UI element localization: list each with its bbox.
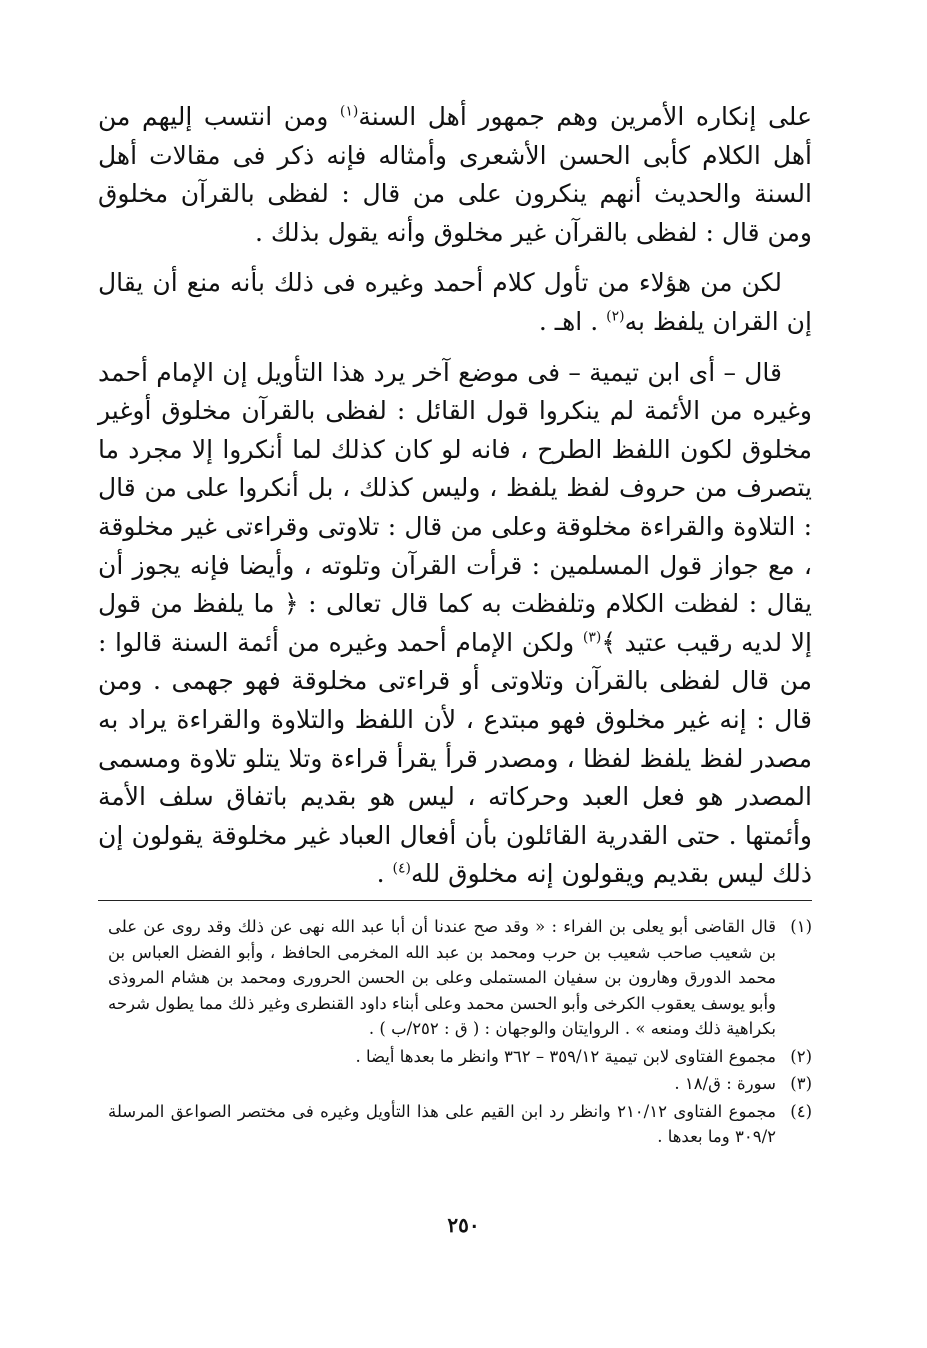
- paragraph-2: [98, 264, 812, 341]
- footnote-ref-3: (٣): [582, 629, 602, 646]
- footnote-number: (٣): [790, 1074, 812, 1093]
- main-text: [98, 98, 812, 894]
- footnote-number: (٢): [790, 1046, 812, 1066]
- footnote-ref-1: (١): [339, 103, 359, 120]
- paragraph-3-text-c: .: [376, 859, 393, 889]
- footnote-text: قال القاضى أبو يعلى بن الفراء : « وقد صح عندنا أن أبا عبد الله نهى عن ذلك وقد روى عن على بن شعيب صاحب شعيب بن حرب ومحمد بن عبد الله المخرمى الحافظ ، وأبو الفضل العباس بن محمد الدورق وهارون بن سفيان المستملى وعلى بن الحسن الحرورى ومحمد بن هشام المروذى وأبو يوسف يعقوب الكرخى وأبو الحسن محمد وعلى أبناء داود القنطرى وغير ذلك مما يطول شرحه بكراهية ذلك ومنعه » . الروايتان والوجهان : ( ق : ٢٥٢/ب ) .: [108, 917, 776, 1038]
- footnote-text: مجموع الفتاوى ٢١٠/١٢ وانظر رد ابن القيم على هذا التأويل وغيره فى مختصر الصواعق المرسلة ٣٠٩/٢ وما بعدها .: [108, 1101, 776, 1146]
- paragraph-1-text-b: ومن انتسب إليهم من أهل الكلام كأبى الحسن الأشعرى وأمثاله فإنه ذكر فى مقالات أهل السنة والحديث أنهم ينكرون على من قال : لفظى بالقرآن مخلوق ومن قال : لفظى بالقرآن غير مخلوق وأنه يقول بذلك .: [98, 102, 812, 247]
- footnote-ref-2: (٢): [606, 308, 625, 325]
- footnote-3: [108, 1071, 812, 1097]
- footnote-separator: [98, 900, 812, 901]
- paragraph-1-text-a: على إنكاره الأمرين وهم جمهور أهل السنة: [358, 102, 812, 131]
- page-number: ٢٥٠: [447, 1213, 480, 1237]
- footnote-ref-4: (٤): [392, 860, 411, 877]
- paragraph-2-text-b: . اهـ .: [538, 306, 607, 336]
- footnote-number: (٤): [790, 1101, 812, 1121]
- paragraph-1: [98, 98, 812, 252]
- footnote-2: [108, 1044, 812, 1070]
- footnotes: [108, 914, 812, 1152]
- paragraph-2-text-a: لكن من هؤلاء من تأول كلام أحمد وغيره فى ذلك بأنه منع أن يقال إن القران يلفظ به: [98, 268, 812, 336]
- paragraph-3-text-b: ولكن الإمام أحمد وغيره من أئمة السنة قالوا : من قال لفظى بالقرآن وتلاوتى أو قراءتى مخلوقة فهو جهمى . ومن قال : إنه غير مخلوق فهو مبتدع ، لأن اللفظ والتلاوة والقراءة يراد به مصدر لفظ يلفظ لفظا ، ومصدر قرأ يقرأ قراءة وتلا يتلو تلاوة ومسمى المصدر هو فعل العبد وحركاته ، ليس هو بقديم باتفاق سلف الأمة وأئمتها . حتى القدرية القائلون بأن أفعال العباد غير مخلوقة يقولون إن ذلك ليس بقديم ويقولون إنه مخلوق لله: [98, 627, 812, 889]
- footnote-1: [108, 914, 812, 1042]
- paragraph-3-text-a: قال – أى ابن تيمية – فى موضع آخر يرد هذا التأويل إن الإمام أحمد وغيره من الأئمة لم ينكروا قول القائل : لفظى بالقرآن مخلوق أوغير مخلوق لكون اللفظ الطرح ، فانه لو كان كذلك لما أنكروا إلا مجرد ما يتصرف من حروف لفظ يلفظ ، وليس كذلك ، بل أنكروا على من قال : التلاوة والقراءة مخلوقة وعلى من قال : تلاوتى وقراءتى غير مخلوقة ، مع جواز قول المسلمين : قرأت القرآن وتلوته ، وأيضا فإنه يجوز أن يقال : لفظت الكلام وتلفظت به كما قال تعالى : ﴿ ما يلفظ من قول إلا لديه رقيب عتيد ﴾: [98, 357, 812, 657]
- paragraph-3: [98, 354, 812, 894]
- footnote-number: (١): [790, 917, 812, 936]
- footnote-4: [108, 1099, 812, 1150]
- footnote-text: سورة : ق/١٨ .: [674, 1074, 776, 1093]
- footnote-text: مجموع الفتاوى لابن تيمية ٣٥٩/١٢ – ٣٦٢ وانظر ما بعدها أيضا .: [355, 1046, 776, 1066]
